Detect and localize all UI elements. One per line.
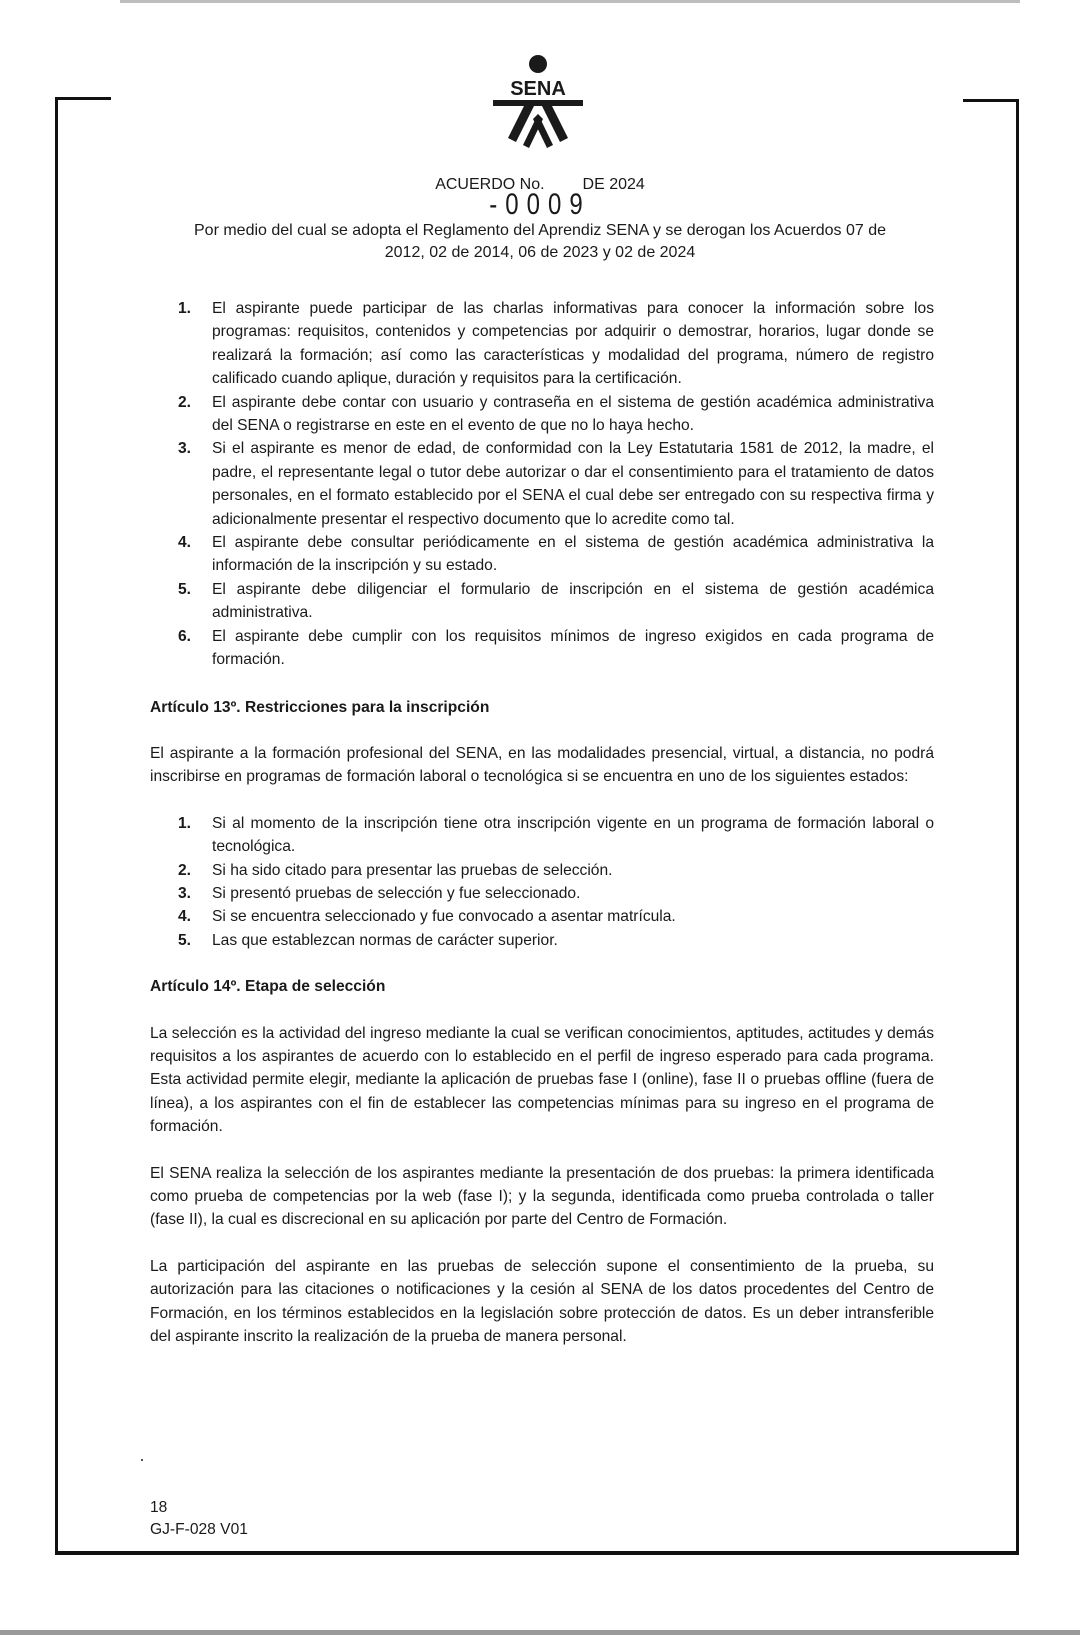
- item-number: 1.: [178, 814, 192, 832]
- article-13-intro: El aspirante a la formación profesional del SENA, en las modalidades presencial, virtual, a distancia, no podrá inscribirse en programas de formación laboral o tecnológica si se encuentra en uno de los siguientes estados:: [150, 744, 934, 786]
- page-frame-border: [55, 1551, 1019, 1555]
- item-text: Si se encuentra seleccionado y fue convocado a asentar matrícula.: [212, 908, 676, 926]
- requirements-list: [150, 297, 934, 672]
- document-body: [150, 297, 934, 1348]
- article-14-paragraph: El SENA realiza la selección de los aspirantes mediante la presentación de dos pruebas: la primera identificada como prueba de competencias por la web (fase I); y la segunda, identificada como prueba controlada o taller (fase II), la cual es discrecional en su aplicación por parte del Centro de Formación.: [150, 1164, 934, 1229]
- document-header: [140, 176, 940, 264]
- scan-artifact: [141, 1459, 143, 1461]
- list-item: [150, 531, 934, 578]
- list-item: [150, 391, 934, 438]
- list-item: [150, 812, 934, 859]
- logo-text: SENA: [510, 78, 566, 100]
- acuerdo-label: ACUERDO No.: [435, 176, 545, 193]
- item-number: 5.: [178, 931, 192, 949]
- form-code: GJ-F-028 V01: [150, 1521, 248, 1538]
- page-number: 18: [150, 1499, 168, 1516]
- item-text: Si el aspirante es menor de edad, de conformidad con la Ley Estatutaria 1581 de 2012, la madre, el padre, el representante legal o tutor debe autorizar o dar el consentimiento para el tratamiento de datos personales, en el formato establecido por el SENA el cual debe ser entregado con su respectiva firma y adicionalmente presentar el respectivo documento que lo acredite como tal.: [212, 440, 934, 528]
- acuerdo-number-stamp: -0009: [489, 188, 591, 221]
- item-text: El aspirante puede participar de las charlas informativas para conocer la información sobre los programas: requisitos, contenidos y competencias por adquirir o demostrar, horarios, lugar donde se realizará la formación; así como las características y modalidad del programa, número de registro calificado cuando aplique, duración y requisitos para la certificación.: [212, 300, 934, 388]
- acuerdo-year: DE 2024: [582, 176, 645, 193]
- list-item: [150, 437, 934, 531]
- subtitle-line: Por medio del cual se adopta el Reglamento del Aprendiz SENA y se derogan los Acuerdos 07 de: [194, 222, 886, 239]
- page-frame-border: [55, 97, 58, 1554]
- item-number: 3.: [178, 440, 192, 458]
- list-item: [150, 297, 934, 391]
- page-frame-border: [55, 97, 111, 100]
- list-item: [150, 578, 934, 625]
- item-number: 2.: [178, 861, 192, 879]
- item-text: Si presentó pruebas de selección y fue seleccionado.: [212, 884, 581, 902]
- restrictions-list: [150, 812, 934, 952]
- article-13-title: Artículo 13º. Restricciones para la inscripción: [150, 698, 490, 716]
- item-number: 4.: [178, 534, 192, 552]
- list-item: [150, 882, 934, 905]
- list-item: [150, 929, 934, 952]
- item-text: El aspirante debe contar con usuario y contraseña en el sistema de gestión académica administrativa del SENA o registrarse en este en el evento de que no lo haya hecho.: [212, 393, 934, 435]
- item-number: 3.: [178, 884, 192, 902]
- item-number: 1.: [178, 300, 192, 317]
- item-text: Si ha sido citado para presentar las pruebas de selección.: [212, 861, 613, 879]
- item-text: Si al momento de la inscripción tiene otra inscripción vigente en un programa de formación laboral o tecnológica.: [212, 814, 934, 856]
- subtitle-line: 2012, 02 de 2014, 06 de 2023 y 02 de 2024: [384, 244, 696, 261]
- document-subtitle: [140, 220, 940, 264]
- list-item: [150, 625, 934, 672]
- article-14-paragraph: La selección es la actividad del ingreso mediante la cual se verifican conocimientos, aptitudes, actitudes y demás requisitos a los aspirantes de acuerdo con lo establecido en el perfil de ingreso esperado para cada programa. Esta actividad permite elegir, mediante la aplicación de pruebas fase I (online), fase II o pruebas offline (fuera de línea), a los aspirantes con el fin de establecer las competencias mínimas para su ingreso en el programa de formación.: [150, 1024, 934, 1136]
- page-frame-border: [963, 99, 1019, 102]
- article-14-paragraph: La participación del aspirante en las pruebas de selección supone el consentimiento de la prueba, su autorización para las citaciones o notificaciones y la cesión al SENA de los datos procedentes del Centro de Formación, en los términos establecidos en la legislación sobre protección de datos. Es un deber intransferible del aspirante inscrito la realización de la prueba de manera personal.: [150, 1257, 934, 1346]
- item-number: 2.: [178, 393, 192, 411]
- list-item: [150, 859, 934, 882]
- item-number: 5.: [178, 580, 192, 598]
- page-footer: [150, 1497, 248, 1541]
- item-text: El aspirante debe diligenciar el formulario de inscripción en el sistema de gestión académica administrativa.: [212, 580, 934, 622]
- item-number: 4.: [178, 908, 192, 926]
- scan-edge: [0, 1630, 1080, 1635]
- article-14-title: Artículo 14º. Etapa de selección: [150, 978, 386, 996]
- item-text: El aspirante debe consultar periódicamente en el sistema de gestión académica administrativa la información de la inscripción y su estado.: [212, 534, 934, 575]
- sena-logo-icon: [490, 52, 586, 148]
- scan-edge: [120, 0, 1020, 3]
- list-item: [150, 905, 934, 928]
- page-frame-border: [1016, 99, 1019, 1554]
- item-text: El aspirante debe cumplir con los requisitos mínimos de ingreso exigidos en cada programa de formación.: [212, 627, 934, 669]
- item-text: Las que establezcan normas de carácter superior.: [212, 931, 558, 949]
- item-number: 6.: [178, 627, 192, 645]
